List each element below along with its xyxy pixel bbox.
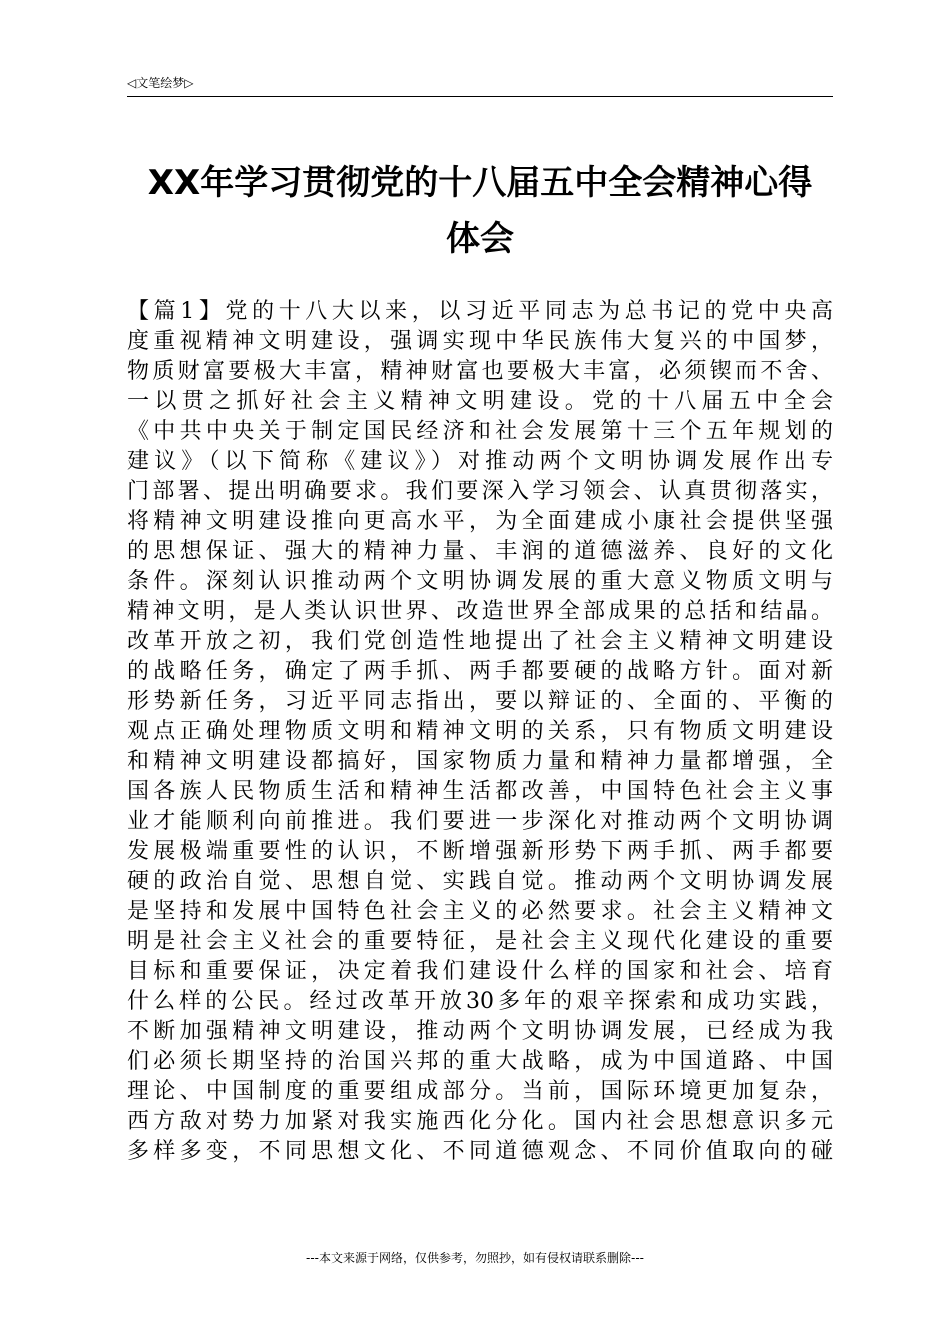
- body-line: 门部署、提出明确要求。我们要深入学习领会、认真贯彻落实，: [127, 479, 833, 504]
- body-line: 一以贯之抓好社会主义精神文明建设。党的十八届五中全会: [127, 389, 833, 414]
- body-line: 业才能顺利向前推进。我们要进一步深化对推动两个文明协调: [127, 809, 833, 834]
- title-line-1: XX年学习贯彻党的十八届五中全会精神心得: [147, 163, 813, 203]
- body-line: 改革开放之初，我们党创造性地提出了社会主义精神文明建设: [127, 629, 833, 654]
- header-divider: [127, 96, 833, 97]
- title-line-2: 体会: [446, 219, 514, 259]
- body-line: 《中共中央关于制定国民经济和社会发展第十三个五年规划的: [127, 419, 833, 444]
- body-line: 和精神文明建设都搞好，国家物质力量和精神力量都增强，全: [127, 749, 833, 774]
- body-line: 是坚持和发展中国特色社会主义的必然要求。社会主义精神文: [127, 899, 833, 924]
- body-line: 们必须长期坚持的治国兴邦的重大战略，成为中国道路、中国: [127, 1049, 833, 1074]
- body-line: 硬的政治自觉、思想自觉、实践自觉。推动两个文明协调发展: [127, 869, 833, 894]
- body-line: 条件。深刻认识推动两个文明协调发展的重大意义物质文明与: [127, 569, 833, 594]
- body-line: 多样多变，不同思想文化、不同道德观念、不同价值取向的碰: [127, 1139, 833, 1164]
- body-line: 物质财富要极大丰富，精神财富也要极大丰富，必须锲而不舍、: [127, 359, 833, 384]
- body-line: 发展极端重要性的认识，不断增强新形势下两手抓、两手都要: [127, 839, 833, 864]
- body-text: [127, 297, 833, 1167]
- body-line: 的思想保证、强大的精神力量、丰润的道德滋养、良好的文化: [127, 539, 833, 564]
- body-line: 建议》（以下简称《建议》）对推动两个文明协调发展作出专: [127, 449, 833, 474]
- body-line: 观点正确处理物质文明和精神文明的关系，只有物质文明建设: [127, 719, 833, 744]
- body-line: 精神文明，是人类认识世界、改造世界全部成果的总括和结晶。: [127, 599, 833, 624]
- body-line: 形势新任务，习近平同志指出，要以辩证的、全面的、平衡的: [127, 689, 833, 714]
- body-line: 理论、中国制度的重要组成部分。当前，国际环境更加复杂，: [127, 1079, 833, 1104]
- body-line: 国各族人民物质生活和精神生活都改善，中国特色社会主义事: [127, 779, 833, 804]
- document-title: [127, 155, 833, 267]
- body-line: 的战略任务，确定了两手抓、两手都要硬的战略方针。面对新: [127, 659, 833, 684]
- page-footer: ---本文来源于网络，仅供参考，勿照抄，如有侵权请联系删除---: [306, 1251, 644, 1265]
- body-line: 目标和重要保证，决定着我们建设什么样的国家和社会、培育: [127, 959, 833, 984]
- body-line: 明是社会主义社会的重要特征，是社会主义现代化建设的重要: [127, 929, 833, 954]
- body-line: 度重视精神文明建设，强调实现中华民族伟大复兴的中国梦，: [127, 329, 833, 354]
- body-line: 什么样的公民。经过改革开放30多年的艰辛探索和成功实践，: [127, 989, 833, 1014]
- body-line: 西方敌对势力加紧对我实施西化分化。国内社会思想意识多元: [127, 1109, 833, 1134]
- body-line: 【篇1】党的十八大以来，以习近平同志为总书记的党中央高: [127, 299, 833, 324]
- body-line: 将精神文明建设推向更高水平，为全面建成小康社会提供坚强: [127, 509, 833, 534]
- page-header: ◁文笔绘梦▷: [127, 76, 194, 90]
- body-line: 不断加强精神文明建设，推动两个文明协调发展，已经成为我: [127, 1019, 833, 1044]
